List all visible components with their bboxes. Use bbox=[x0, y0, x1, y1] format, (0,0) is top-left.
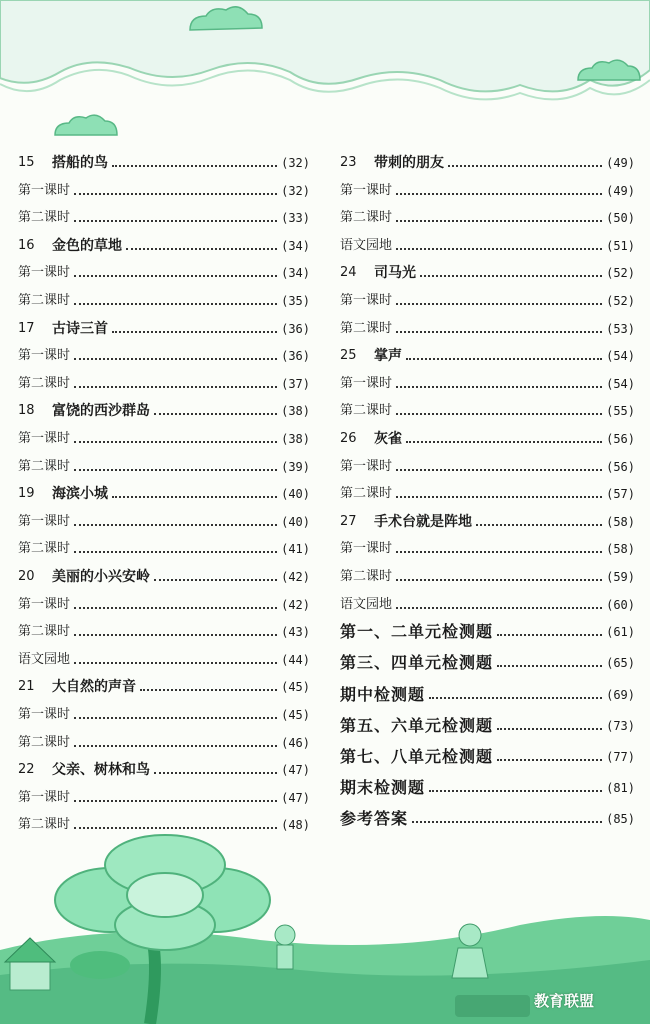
period-label: 第二课时 bbox=[340, 403, 393, 419]
toc-entry[interactable] bbox=[18, 459, 310, 475]
entry-title: 语文园地 bbox=[18, 651, 71, 667]
dot-leader bbox=[154, 413, 277, 415]
entry-title: 语文园地 bbox=[340, 237, 393, 253]
page-number: (36) bbox=[281, 321, 310, 336]
toc-entry[interactable] bbox=[18, 790, 310, 806]
toc-entry[interactable] bbox=[18, 210, 310, 226]
page-number: (40) bbox=[281, 487, 310, 502]
entry-title: 第一、二单元检测题 bbox=[340, 622, 494, 642]
dot-leader bbox=[412, 821, 602, 823]
period-label: 第二课时 bbox=[340, 486, 393, 502]
dot-leader bbox=[74, 469, 277, 471]
page-number: (40) bbox=[281, 514, 310, 529]
page-number: (52) bbox=[606, 266, 635, 281]
page-number: (54) bbox=[606, 349, 635, 364]
toc-entry[interactable] bbox=[340, 155, 635, 171]
toc-entry[interactable] bbox=[18, 183, 310, 199]
lesson-number: 19 bbox=[18, 486, 35, 502]
toc-entry[interactable] bbox=[18, 348, 310, 364]
period-label: 第二课时 bbox=[18, 458, 71, 474]
toc-entry[interactable] bbox=[340, 684, 635, 704]
dot-leader bbox=[497, 665, 602, 667]
toc-entry[interactable] bbox=[340, 348, 635, 364]
page-number: (61) bbox=[606, 625, 635, 640]
dot-leader bbox=[74, 441, 277, 443]
toc-entry[interactable] bbox=[18, 707, 310, 723]
dot-leader bbox=[112, 496, 277, 498]
page-number: (44) bbox=[281, 652, 310, 667]
entry-title: 搭船的鸟 bbox=[52, 155, 108, 171]
page-number: (48) bbox=[281, 818, 310, 833]
entry-title: 参考答案 bbox=[340, 809, 409, 829]
period-label: 第一课时 bbox=[18, 182, 71, 198]
entry-title: 第七、八单元检测题 bbox=[340, 747, 494, 766]
dot-leader bbox=[74, 551, 277, 553]
dot-leader bbox=[74, 220, 277, 222]
dot-leader bbox=[74, 800, 277, 802]
page-number: (53) bbox=[606, 321, 635, 336]
toc-entry[interactable] bbox=[340, 749, 635, 765]
period-label: 第二课时 bbox=[340, 210, 393, 226]
dot-leader bbox=[476, 524, 602, 526]
dot-leader bbox=[448, 165, 602, 167]
dot-leader bbox=[396, 220, 602, 222]
dot-leader bbox=[406, 441, 602, 443]
toc-entry[interactable] bbox=[18, 293, 310, 309]
toc-entry[interactable] bbox=[18, 762, 310, 778]
dot-leader bbox=[396, 469, 602, 471]
dot-leader bbox=[74, 662, 277, 664]
lesson-number: 21 bbox=[18, 679, 35, 695]
dot-leader bbox=[74, 607, 277, 609]
dot-leader bbox=[497, 634, 602, 636]
toc-entry[interactable] bbox=[18, 376, 310, 392]
toc-entry[interactable] bbox=[340, 514, 635, 530]
dot-leader bbox=[420, 275, 602, 277]
entry-title: 金色的草地 bbox=[52, 237, 122, 254]
toc-entry[interactable] bbox=[340, 265, 635, 281]
page-number: (51) bbox=[606, 238, 635, 253]
page-number: (58) bbox=[606, 542, 635, 557]
entry-title: 美丽的小兴安岭 bbox=[52, 569, 150, 585]
page-number: (46) bbox=[281, 735, 310, 750]
period-label: 第二课时 bbox=[340, 320, 393, 336]
period-label: 第二课时 bbox=[18, 624, 71, 640]
dot-leader bbox=[396, 248, 602, 250]
period-label: 第二课时 bbox=[18, 375, 71, 391]
dot-leader bbox=[396, 413, 602, 415]
toc-entry[interactable] bbox=[18, 541, 310, 557]
toc-entry[interactable] bbox=[340, 715, 635, 735]
dot-leader bbox=[74, 827, 277, 829]
dot-leader bbox=[497, 728, 602, 730]
entry-title: 灰雀 bbox=[374, 431, 402, 447]
toc-entry[interactable] bbox=[18, 403, 310, 419]
dot-leader bbox=[74, 524, 277, 526]
entry-title: 语文园地 bbox=[340, 596, 393, 612]
page-number: (81) bbox=[606, 781, 635, 796]
entry-title: 期末检测题 bbox=[340, 778, 426, 798]
dot-leader bbox=[112, 165, 277, 167]
page-number: (56) bbox=[606, 432, 635, 446]
toc-entry[interactable] bbox=[18, 486, 310, 502]
lesson-number: 26 bbox=[340, 431, 357, 446]
lesson-number: 15 bbox=[18, 155, 35, 170]
entry-title: 富饶的西沙群岛 bbox=[52, 403, 150, 420]
period-label: 第一课时 bbox=[18, 265, 71, 281]
dot-leader bbox=[74, 745, 277, 747]
toc-entry[interactable] bbox=[18, 597, 310, 613]
page-number: (45) bbox=[281, 708, 310, 722]
period-label: 第一课时 bbox=[18, 431, 71, 446]
page-number: (38) bbox=[281, 404, 310, 419]
toc-entry[interactable] bbox=[340, 210, 635, 226]
entry-title: 手术台就是阵地 bbox=[374, 513, 472, 530]
toc-entry[interactable] bbox=[340, 403, 635, 419]
period-label: 第一课时 bbox=[340, 375, 393, 391]
page-number: (32) bbox=[281, 156, 310, 170]
toc-entry[interactable] bbox=[18, 265, 310, 281]
page-number: (77) bbox=[606, 750, 635, 764]
toc-entry[interactable] bbox=[340, 780, 635, 796]
dot-leader bbox=[429, 790, 602, 792]
dot-leader bbox=[74, 386, 277, 388]
entry-title: 海滨小城 bbox=[52, 486, 108, 503]
toc-entry[interactable] bbox=[340, 431, 635, 447]
period-label: 第二课时 bbox=[18, 734, 71, 750]
period-label: 第二课时 bbox=[18, 541, 71, 557]
period-label: 第二课时 bbox=[18, 210, 71, 226]
period-label: 第一课时 bbox=[340, 541, 393, 557]
dot-leader bbox=[74, 717, 277, 719]
page-number: (41) bbox=[281, 542, 310, 557]
page-number: (35) bbox=[281, 294, 310, 308]
page-number: (39) bbox=[281, 459, 310, 474]
page-number: (33) bbox=[281, 211, 310, 226]
toc-entry[interactable] bbox=[18, 321, 310, 337]
page-number: (59) bbox=[606, 570, 635, 584]
toc-entry[interactable] bbox=[18, 679, 310, 695]
toc-entry[interactable] bbox=[18, 624, 310, 640]
lesson-number: 25 bbox=[340, 348, 357, 364]
toc-entry[interactable] bbox=[18, 514, 310, 530]
page-number: (57) bbox=[606, 487, 635, 502]
entry-title: 大自然的声音 bbox=[52, 679, 136, 696]
entry-title: 第五、六单元检测题 bbox=[340, 715, 494, 735]
lesson-number: 18 bbox=[18, 403, 35, 419]
entry-title: 带刺的朋友 bbox=[374, 155, 444, 171]
period-label: 第一课时 bbox=[18, 348, 71, 364]
dot-leader bbox=[74, 303, 277, 305]
toc-entry[interactable] bbox=[340, 624, 635, 640]
dot-leader bbox=[140, 689, 277, 691]
dot-leader bbox=[74, 193, 277, 195]
lesson-number: 22 bbox=[18, 762, 35, 778]
dot-leader bbox=[154, 579, 277, 581]
dot-leader bbox=[406, 358, 602, 360]
page-number: (47) bbox=[281, 763, 310, 778]
entry-title: 父亲、树林和鸟 bbox=[52, 762, 150, 779]
page-number: (45) bbox=[281, 680, 310, 695]
toc-entry[interactable] bbox=[340, 238, 635, 254]
dot-leader bbox=[396, 331, 602, 333]
dot-leader bbox=[396, 551, 602, 553]
page-number: (73) bbox=[606, 718, 635, 733]
period-label: 第一课时 bbox=[18, 789, 71, 805]
dot-leader bbox=[396, 607, 602, 609]
dot-leader bbox=[396, 386, 602, 388]
page-number: (60) bbox=[606, 597, 635, 612]
dot-leader bbox=[74, 275, 277, 277]
page-number: (50) bbox=[606, 211, 635, 226]
toc-entry[interactable] bbox=[18, 155, 310, 171]
lesson-number: 17 bbox=[18, 320, 35, 336]
page-number: (55) bbox=[606, 404, 635, 419]
page-number: (52) bbox=[606, 294, 635, 308]
period-label: 第一课时 bbox=[18, 707, 71, 722]
page-number: (56) bbox=[606, 459, 635, 474]
toc-entry[interactable] bbox=[340, 183, 635, 199]
toc-entry[interactable] bbox=[340, 293, 635, 309]
period-label: 第二课时 bbox=[340, 569, 393, 584]
toc-entry[interactable] bbox=[18, 652, 310, 668]
dot-leader bbox=[497, 759, 602, 761]
period-label: 第一课时 bbox=[340, 458, 393, 474]
period-label: 第一课时 bbox=[340, 293, 393, 308]
watermark-label: 教育联盟 bbox=[534, 992, 595, 1010]
toc-entry[interactable] bbox=[340, 811, 635, 827]
dot-leader bbox=[112, 331, 277, 333]
entry-title: 掌声 bbox=[374, 348, 402, 365]
entry-title: 司马光 bbox=[374, 265, 416, 282]
dot-leader bbox=[396, 496, 602, 498]
page-number: (58) bbox=[606, 514, 635, 529]
toc-entry[interactable] bbox=[340, 569, 635, 585]
dot-leader bbox=[74, 634, 277, 636]
toc-entry[interactable] bbox=[340, 541, 635, 557]
dot-leader bbox=[396, 303, 602, 305]
toc-entry[interactable] bbox=[18, 431, 310, 447]
dot-leader bbox=[74, 358, 277, 360]
page-number: (69) bbox=[606, 687, 635, 702]
toc-entry[interactable] bbox=[340, 376, 635, 392]
page-number: (65) bbox=[606, 656, 635, 671]
toc-entry[interactable] bbox=[18, 735, 310, 751]
page-number: (36) bbox=[281, 349, 310, 364]
period-label: 第一课时 bbox=[18, 513, 71, 529]
lesson-number: 20 bbox=[18, 569, 35, 584]
page-number: (47) bbox=[281, 790, 310, 805]
entry-title: 期中检测题 bbox=[340, 684, 426, 704]
dot-leader bbox=[396, 579, 602, 581]
dot-leader bbox=[126, 248, 277, 250]
page-number: (85) bbox=[606, 812, 635, 827]
toc-entry[interactable] bbox=[340, 486, 635, 502]
page-number: (38) bbox=[281, 432, 310, 446]
period-label: 第一课时 bbox=[340, 182, 393, 198]
dot-leader bbox=[429, 697, 602, 699]
page-number: (42) bbox=[281, 570, 310, 584]
page-number: (43) bbox=[281, 625, 310, 640]
page-number: (42) bbox=[281, 597, 310, 612]
toc-entry[interactable] bbox=[340, 597, 635, 613]
lesson-number: 23 bbox=[340, 155, 357, 170]
lesson-number: 24 bbox=[340, 265, 357, 281]
toc-entry[interactable] bbox=[18, 569, 310, 585]
toc-entry[interactable] bbox=[18, 238, 310, 254]
page-number: (34) bbox=[281, 238, 310, 253]
lesson-number: 16 bbox=[18, 237, 35, 253]
lesson-number: 27 bbox=[340, 513, 357, 529]
toc-entry[interactable] bbox=[340, 459, 635, 475]
page-number: (54) bbox=[606, 376, 635, 391]
entry-title: 古诗三首 bbox=[52, 320, 108, 337]
page-number: (49) bbox=[606, 156, 635, 170]
page-number: (37) bbox=[281, 376, 310, 391]
period-label: 第二课时 bbox=[18, 817, 71, 833]
toc-entry[interactable] bbox=[18, 817, 310, 833]
page-number: (32) bbox=[281, 183, 310, 198]
dot-leader bbox=[154, 772, 277, 774]
period-label: 第一课时 bbox=[18, 596, 71, 612]
dot-leader bbox=[396, 193, 602, 195]
entry-title: 第三、四单元检测题 bbox=[340, 653, 494, 673]
toc-entry[interactable] bbox=[340, 655, 635, 671]
page-number: (34) bbox=[281, 266, 310, 281]
page-number: (49) bbox=[606, 183, 635, 198]
toc-entry[interactable] bbox=[340, 321, 635, 337]
period-label: 第二课时 bbox=[18, 293, 71, 308]
